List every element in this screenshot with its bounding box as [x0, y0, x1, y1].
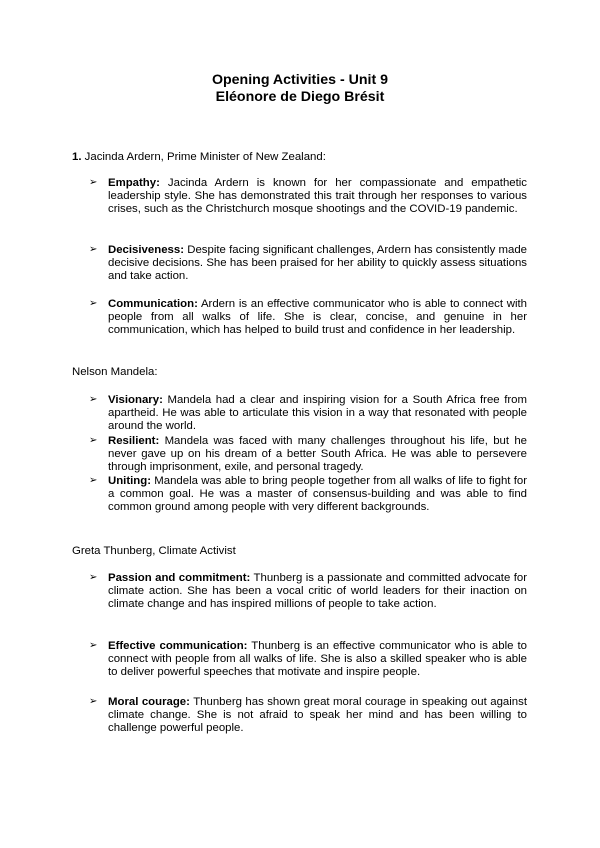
bullet-text: Jacinda Ardern is known for her compassionate and empathetic leadership style. She has demonstrated this trait through her responses to various crises, such as the Christchurch mosque shootings and the COVID-19 pandemic. — [108, 177, 527, 215]
arrow-bullet-icon: ➢ — [89, 177, 98, 188]
bullet-label: Effective communication: — [108, 640, 248, 652]
list-item — [89, 475, 527, 514]
section-heading-text: Nelson Mandela: — [72, 366, 158, 378]
section-heading-text: Greta Thunberg, Climate Activist — [72, 545, 236, 557]
arrow-bullet-icon: ➢ — [89, 640, 98, 651]
list-item — [89, 696, 527, 735]
section-number: 1. — [72, 151, 82, 163]
bullet-label: Visionary: — [108, 394, 163, 406]
bullet-label: Moral courage: — [108, 696, 190, 708]
bullet-label: Communication: — [108, 298, 198, 310]
arrow-bullet-icon: ➢ — [89, 244, 98, 255]
bullet-label: Passion and commitment: — [108, 572, 251, 584]
arrow-bullet-icon: ➢ — [89, 696, 98, 707]
list-item — [89, 572, 527, 611]
arrow-bullet-icon: ➢ — [89, 435, 98, 446]
document-title: Opening Activities - Unit 9 — [211, 72, 389, 88]
list-item — [89, 435, 527, 474]
bullet-label: Empathy: — [108, 177, 160, 189]
bullet-text: Ardern is an effective communicator who is able to connect with people from all walks of life. She is clear, concise, and genuine in her communication, which has helped to build trust and confidence in her leadership. — [108, 298, 527, 336]
section-heading-text: Jacinda Ardern, Prime Minister of New Zealand: — [84, 151, 326, 163]
bullet-label: Decisiveness: — [108, 244, 184, 256]
arrow-bullet-icon: ➢ — [89, 394, 98, 405]
list-item — [89, 640, 527, 679]
bullet-label: Uniting: — [108, 475, 152, 487]
bullet-text: Thunberg has shown great moral courage in speaking out against climate change. She is not afraid to speak her mind and has been willing to challenge powerful people. — [108, 696, 527, 734]
list-item — [89, 177, 527, 216]
list-item — [89, 244, 527, 283]
bullet-text: Thunberg is an effective communicator who is able to connect with people from all walks of life. She is also a skilled speaker who is able to deliver powerful speeches that motivate and inspire people. — [108, 640, 527, 678]
bullet-text: Mandela was faced with many challenges throughout his life, but he never gave up on his dream of a better South Africa. He was able to persevere through imprisonment, exile, and personal tragedy. — [108, 435, 527, 473]
arrow-bullet-icon: ➢ — [89, 475, 98, 486]
bullet-text: Mandela was able to bring people together from all walks of life to fight for a common goal. He was a master of consensus-building and was able to find common ground among people with very different backgrounds. — [108, 475, 527, 513]
list-item — [89, 298, 527, 337]
bullet-label: Resilient: — [108, 435, 160, 447]
bullet-text: Despite facing significant challenges, Ardern has consistently made decisive decisions. She has been praised for her ability to quickly assess situations and take action. — [108, 244, 527, 282]
list-item — [89, 394, 527, 433]
arrow-bullet-icon: ➢ — [89, 298, 98, 309]
section-heading-thunberg — [72, 545, 236, 558]
section-heading-ardern — [72, 151, 326, 164]
bullet-text: Mandela had a clear and inspiring vision for a South Africa free from apartheid. He was able to articulate this vision in a way that resonated with people around the world. — [108, 394, 527, 432]
document-author: Eléonore de Diego Brésit — [215, 89, 385, 105]
section-heading-mandela — [72, 366, 157, 379]
bullet-text: Thunberg is a passionate and committed advocate for climate action. She has been a vocal critic of world leaders for their inaction on climate change and has inspired millions of people to take action. — [108, 572, 528, 610]
arrow-bullet-icon: ➢ — [89, 572, 98, 583]
